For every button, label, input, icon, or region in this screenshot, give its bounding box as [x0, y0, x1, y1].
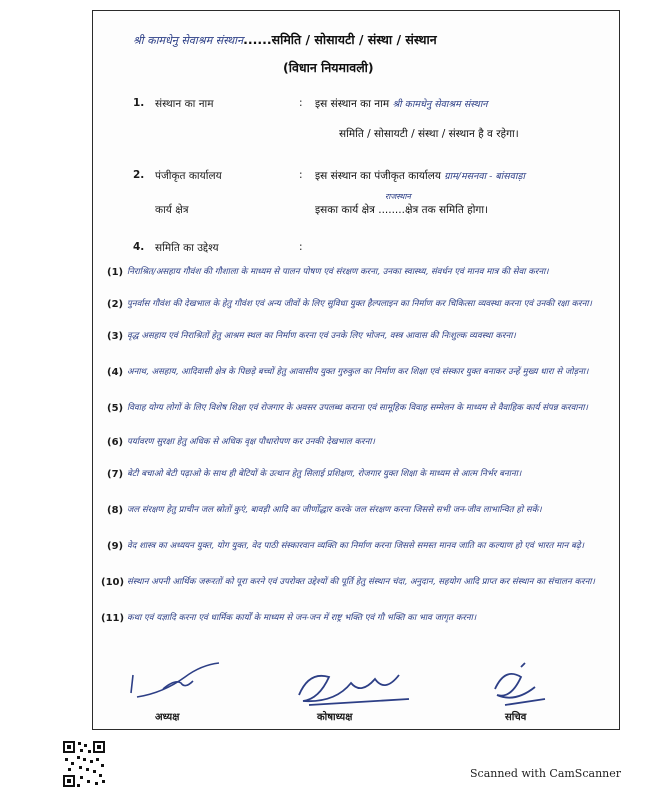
- objective-number: (1): [107, 267, 124, 278]
- section1-line2: समिति / सोसायटी / संस्था / संस्थान है व रहेगा।: [339, 128, 519, 140]
- treasurer-signature: [289, 665, 419, 713]
- org-type-title: समिति / सोसायटी / संस्था / संस्थान: [271, 32, 437, 47]
- objective-number: (6): [107, 437, 124, 448]
- objective-number: (3): [107, 331, 124, 342]
- objective-number: (2): [107, 299, 124, 310]
- section2-print-text: इस संस्थान का पंजीकृत कार्यालय: [315, 170, 441, 182]
- objective-number: (4): [107, 367, 124, 378]
- section2-office-handwritten: ग्राम/मसनवा - बांसवाड़ा: [444, 171, 525, 182]
- area-text: इसका कार्य क्षेत्र ........क्षेत्र तक समिति होगा।: [315, 204, 489, 216]
- objective-number: (8): [107, 505, 124, 516]
- objective-text: वेद शास्त्र का अध्ययन युक्त, योग युक्त, वेद पाठी संस्कारवान व्यक्ति का निर्माण करना जिससे समस्त मानव जाति का कल्याण हो एवं भारत मान बढ़े।: [127, 541, 584, 551]
- objective-number: (7): [107, 469, 124, 480]
- secretary-label: सचिव: [505, 712, 527, 723]
- area-label: कार्य क्षेत्र: [155, 204, 189, 216]
- objective-text: विवाह योग्य लोगों के लिए विशेष शिक्षा एवं रोजगार के अवसर उपलब्ध कराना एवं सामूहिक विवाह सम्मेलन के माध्यम से वैवाहिक कार्य संपन्न करवाना।: [127, 403, 588, 413]
- section2-number: 2.: [133, 169, 145, 181]
- qr-code: [62, 740, 106, 788]
- objective-number: (10): [101, 577, 125, 588]
- document-page: [92, 10, 620, 730]
- section4-label: समिति का उद्देश्य: [155, 242, 219, 254]
- document-subtitle: (विधान नियमावली): [283, 60, 374, 75]
- objective-text: अनाथ, असहाय, आदिवासी क्षेत्र के पिछड़े बच्चों हेतु आवासीय युक्त गुरुकुल का निर्माण कर शिक्षा एवं संस्कार युक्त बनाकर उन्हें मुख्य धारा से जोड़ना।: [127, 367, 589, 377]
- secretary-signature: [475, 659, 555, 711]
- section1-print-text: इस संस्थान का नाम: [315, 98, 390, 110]
- objective-text: पर्यावरण सुरक्षा हेतु अधिक से अधिक वृक्ष पौधारोपण कर उनकी देखभाल करना।: [127, 437, 375, 447]
- section1-label: संस्थान का नाम: [155, 98, 214, 110]
- objective-text: कथा एवं यज्ञादि करना एवं धार्मिक कार्यों के माध्यम से जन-जन में राष्ट्र भक्ति एवं गौ भक्ति का भाव जागृत करना।: [127, 613, 477, 623]
- president-signature: [123, 653, 233, 711]
- section2-text: [315, 169, 525, 183]
- section2-label: पंजीकृत कार्यालय: [155, 170, 222, 182]
- objective-number: (5): [107, 403, 124, 414]
- section4-colon: :: [299, 241, 303, 253]
- objective-text: बेटी बचाओ बेटी पढ़ाओ के साथ ही बेटियों के उत्थान हेतु सिलाई प्रशिक्षण, रोजगार युक्त शिक्षा के माध्यम से आत्म निर्भर बनाना।: [127, 469, 522, 479]
- section1-colon: :: [299, 97, 303, 109]
- document-header: श्री कामधेनु सेवाश्रम संस्थान......समिति / सोसायटी / संस्था / संस्थान: [133, 32, 437, 47]
- objective-text: वृद्ध असहाय एवं निराश्रितों हेतु आश्रम स्थल का निर्माण करना एवं उनके लिए भोजन, वस्त्र आवास की निःशुल्क व्यवस्था करना।: [127, 331, 516, 341]
- objective-text: जल संरक्षण हेतु प्राचीन जल स्रोतों कुएं, बावड़ी आदि का जीर्णोद्धार करके जल संरक्षण करना जिससे सभी जन-जीव लाभान्वित हो सकें।: [127, 505, 542, 515]
- area-handwritten: राजस्थान: [385, 192, 411, 201]
- camscanner-watermark: Scanned with CamScanner: [470, 767, 622, 780]
- objective-text: निराश्रित/असहाय गौवंश की गौशाला के माध्यम से पालन पोषण एवं संरक्षण करना, उनका स्वास्थ्य, संवर्धन एवं मानव मात्र की सेवा करना।: [127, 267, 549, 277]
- objective-text: पुनर्वास गौवंश की देखभाल के हेतु गौवंश एवं अन्य जीवों के लिए सुविधा युक्त हैल्पलाइन का निर्माण कर चिकित्सा व्यवस्था करना एवं उनकी रक्षा करना।: [127, 299, 592, 309]
- objective-text: संस्थान अपनी आर्थिक जरूरतों को पूरा करने एवं उपरोक्त उद्देश्यों की पूर्ति हेतु संस्थान चंदा, अनुदान, सहयोग आदि प्राप्त कर संस्थान का संचालन करना।: [127, 577, 595, 587]
- objective-number: (9): [107, 541, 124, 552]
- treasurer-label: कोषाध्यक्ष: [317, 712, 353, 723]
- section4-number: 4.: [133, 241, 145, 253]
- section1-name-handwritten: श्री कामधेनु सेवाश्रम संस्थान: [392, 99, 488, 110]
- objective-number: (11): [101, 613, 125, 624]
- section2-colon: :: [299, 169, 303, 181]
- section1-text: [315, 97, 488, 111]
- president-label: अध्यक्ष: [155, 712, 180, 723]
- org-name-handwritten: श्री कामधेनु सेवाश्रम संस्थान: [133, 34, 244, 47]
- section1-number: 1.: [133, 97, 145, 109]
